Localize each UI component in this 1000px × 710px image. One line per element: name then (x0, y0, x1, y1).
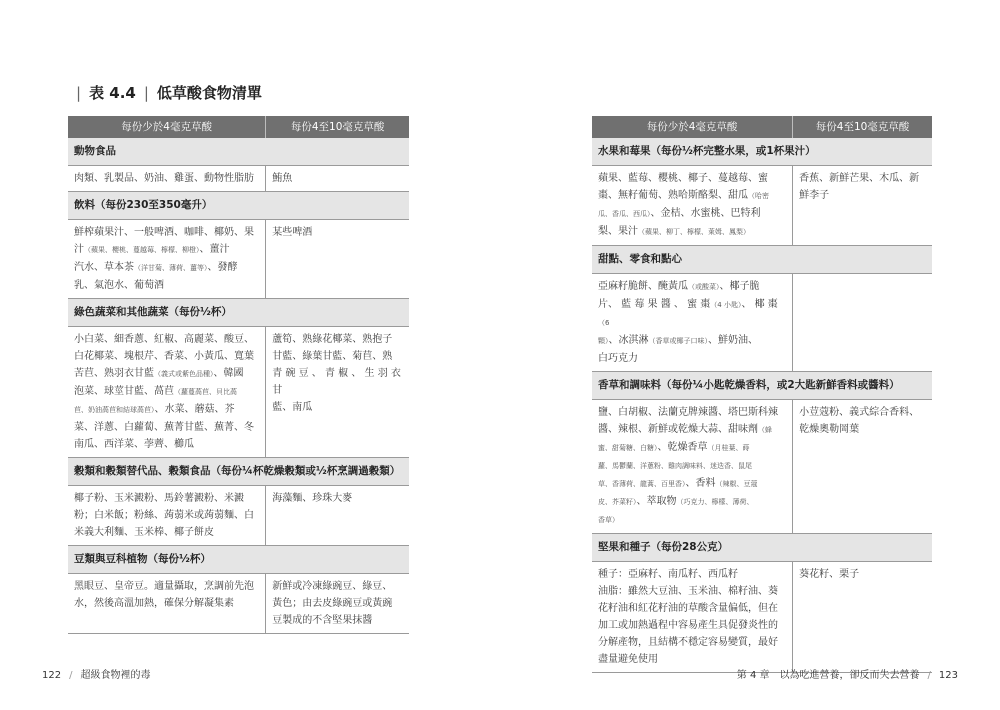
section-heading: 豆類與豆科植物（每份½杯） (68, 546, 409, 574)
chapter-title: 第 4 章 以為吃進營養，卻反而失去營養 (736, 670, 920, 681)
section-heading: 水果和莓果（每份½杯完整水果，或1杯果汁） (592, 138, 932, 166)
page-number-left: 122 (42, 670, 62, 681)
section-under-4mg-items: 種子：亞麻籽、南瓜籽、西瓜籽 油脂：雖然大豆油、玉米油、棉籽油、葵 花籽油和紅花籽油的草酸含量偏低，但在 加工或加熱過程中容易產生具促發炎性的 分解產物，且結構不穩定容易變質，最好 盡量避免使用 (592, 562, 793, 673)
header-under-4mg: 每份少於4毫克草酸 (592, 116, 793, 138)
low-oxalate-table-left (68, 116, 409, 634)
table-number: 表 4.4 (89, 84, 136, 102)
section-4-to-10mg-items: 鮪魚 (266, 166, 409, 192)
section-under-4mg-items: 黑眼豆、皇帝豆。適量攝取，烹調前先泡 水，然後高溫加熱，確保分解凝集素 (68, 574, 266, 634)
header-under-4mg: 每份少於4毫克草酸 (68, 116, 266, 138)
section-heading: 香草和調味料（每份¼小匙乾燥香料，或2大匙新鮮香料或醬料） (592, 372, 932, 400)
section-under-4mg-items: 蘋果、藍莓、櫻桃、椰子、蔓越莓、蜜 棗、無籽葡萄、熟哈斯酪梨、甜瓜（哈密 瓜、香瓜、西瓜）、金桔、水蜜桃、巴特利 梨、果汁（蘋果、柳丁、檸檬、萊姆、鳳梨） (598, 173, 769, 237)
footer-left (42, 666, 150, 681)
table-title (68, 82, 262, 103)
title-bar-right: | (143, 83, 149, 102)
section-under-4mg-items: 亞麻籽脆餅、醃黃瓜（或酸菜）、椰子脆 片、 藍 莓 果 醬 、 蜜 棗（4 小匙）、 椰 棗（6 顆）、冰淇淋（香草或椰子口味）、鮮奶油、 白巧克力 (598, 281, 778, 364)
title-bar-left: | (76, 83, 82, 102)
low-oxalate-table-right (592, 116, 932, 673)
section-4-to-10mg-items: 新鮮或冷凍綠豌豆、綠豆、 黃色；由去皮綠豌豆或黃豌 豆製成的不含堅果抹醬 (266, 574, 409, 634)
section-heading: 飲料（每份230至350毫升） (68, 192, 409, 220)
table-name: 低草酸食物清單 (156, 84, 262, 102)
footer-right (737, 666, 958, 681)
section-4-to-10mg-items: 香蕉、新鮮芒果、木瓜、新 鮮李子 (793, 166, 932, 246)
section-4-to-10mg-items: 葵花籽、栗子 (793, 562, 932, 673)
section-4-to-10mg-items: 海藻麵、珍珠大麥 (266, 486, 409, 546)
section-heading: 穀類和穀類替代品、穀類食品（每份¼杯乾燥穀類或½杯烹調過穀類） (68, 458, 409, 486)
section-under-4mg-items: 鹽、白胡椒、法蘭克牌辣醬、塔巴斯科辣 醬、辣根、新鮮或乾燥大蒜、甜味劑（蜂 蜜、甜菊糖、白糖）、乾燥香草（月桂葉、蒔 蘿、馬鬱蘭、洋蔥粉、雞肉調味料、迷迭香、鼠尾 草、香薄荷、龍蒿、百里香）、香料（辣椒、豆蔻 皮、芥菜籽）、萃取物（巧克力、檸檬、薄荷、 香草） (598, 407, 778, 524)
section-heading: 動物食品 (68, 138, 409, 166)
footer-separator: / (927, 670, 931, 681)
section-4-to-10mg-items: 蘆筍、熟綠花椰菜、熟抱子 甘藍、綠葉甘藍、菊苣、熟 青 碗 豆 、 青 椒 、 生 羽 衣 甘 藍、南瓜 (266, 327, 409, 458)
header-4-to-10mg: 每份4至10毫克草酸 (793, 116, 932, 138)
page-number-right: 123 (938, 670, 958, 681)
book-title: 超級食物裡的毒 (80, 670, 151, 681)
section-4-to-10mg-items: 某些啤酒 (266, 220, 409, 299)
footer-separator: / (69, 670, 73, 681)
section-under-4mg-items: 椰子粉、玉米澱粉、馬鈴薯澱粉、米澱 粉；白米飯；粉絲、蒟蒻米或蒟蒻麵、白 米義大利麵、玉米棒、椰子餅皮 (74, 493, 254, 538)
section-heading: 堅果和種子（每份28公克） (592, 534, 932, 562)
section-4-to-10mg-items: 小荳蔻粉、義式綜合香料、 乾燥奧勒岡葉 (793, 400, 932, 534)
section-under-4mg-items: 肉類、乳製品、奶油、雞蛋、動物性脂肪 (74, 173, 254, 184)
section-under-4mg-items: 小白菜、細香蔥、紅椒、高麗菜、酸豆、 白花椰菜、塊根芹、香菜、小黃瓜、寬葉 苦苣、熟羽衣甘藍（義式或紫色品種）、韓國 泡菜、球莖甘藍、萵苣（蘿蔓萵苣、貝比萵 苣、奶油萵苣和結球萵苣）、水菜、蘑菇、芥 菜、洋蔥、白蘿蔔、蕪菁甘藍、蕪菁、冬 南瓜、西洋菜、荸薺、櫛瓜 (74, 334, 254, 450)
section-under-4mg-items: 鮮榨蘋果汁、一般啤酒、咖啡、椰奶、果 汁（蘋果、櫻桃、蔓越莓、檸檬、柳橙）、薑汁 汽水、草本茶（洋甘菊、薄荷、薑等）、發酵 乳、氣泡水、葡萄酒 (74, 227, 254, 291)
section-heading: 綠色蔬菜和其他蔬菜（每份½杯） (68, 299, 409, 327)
header-4-to-10mg: 每份4至10毫克草酸 (266, 116, 409, 138)
section-4-to-10mg-items (793, 274, 932, 372)
section-heading: 甜點、零食和點心 (592, 246, 932, 274)
